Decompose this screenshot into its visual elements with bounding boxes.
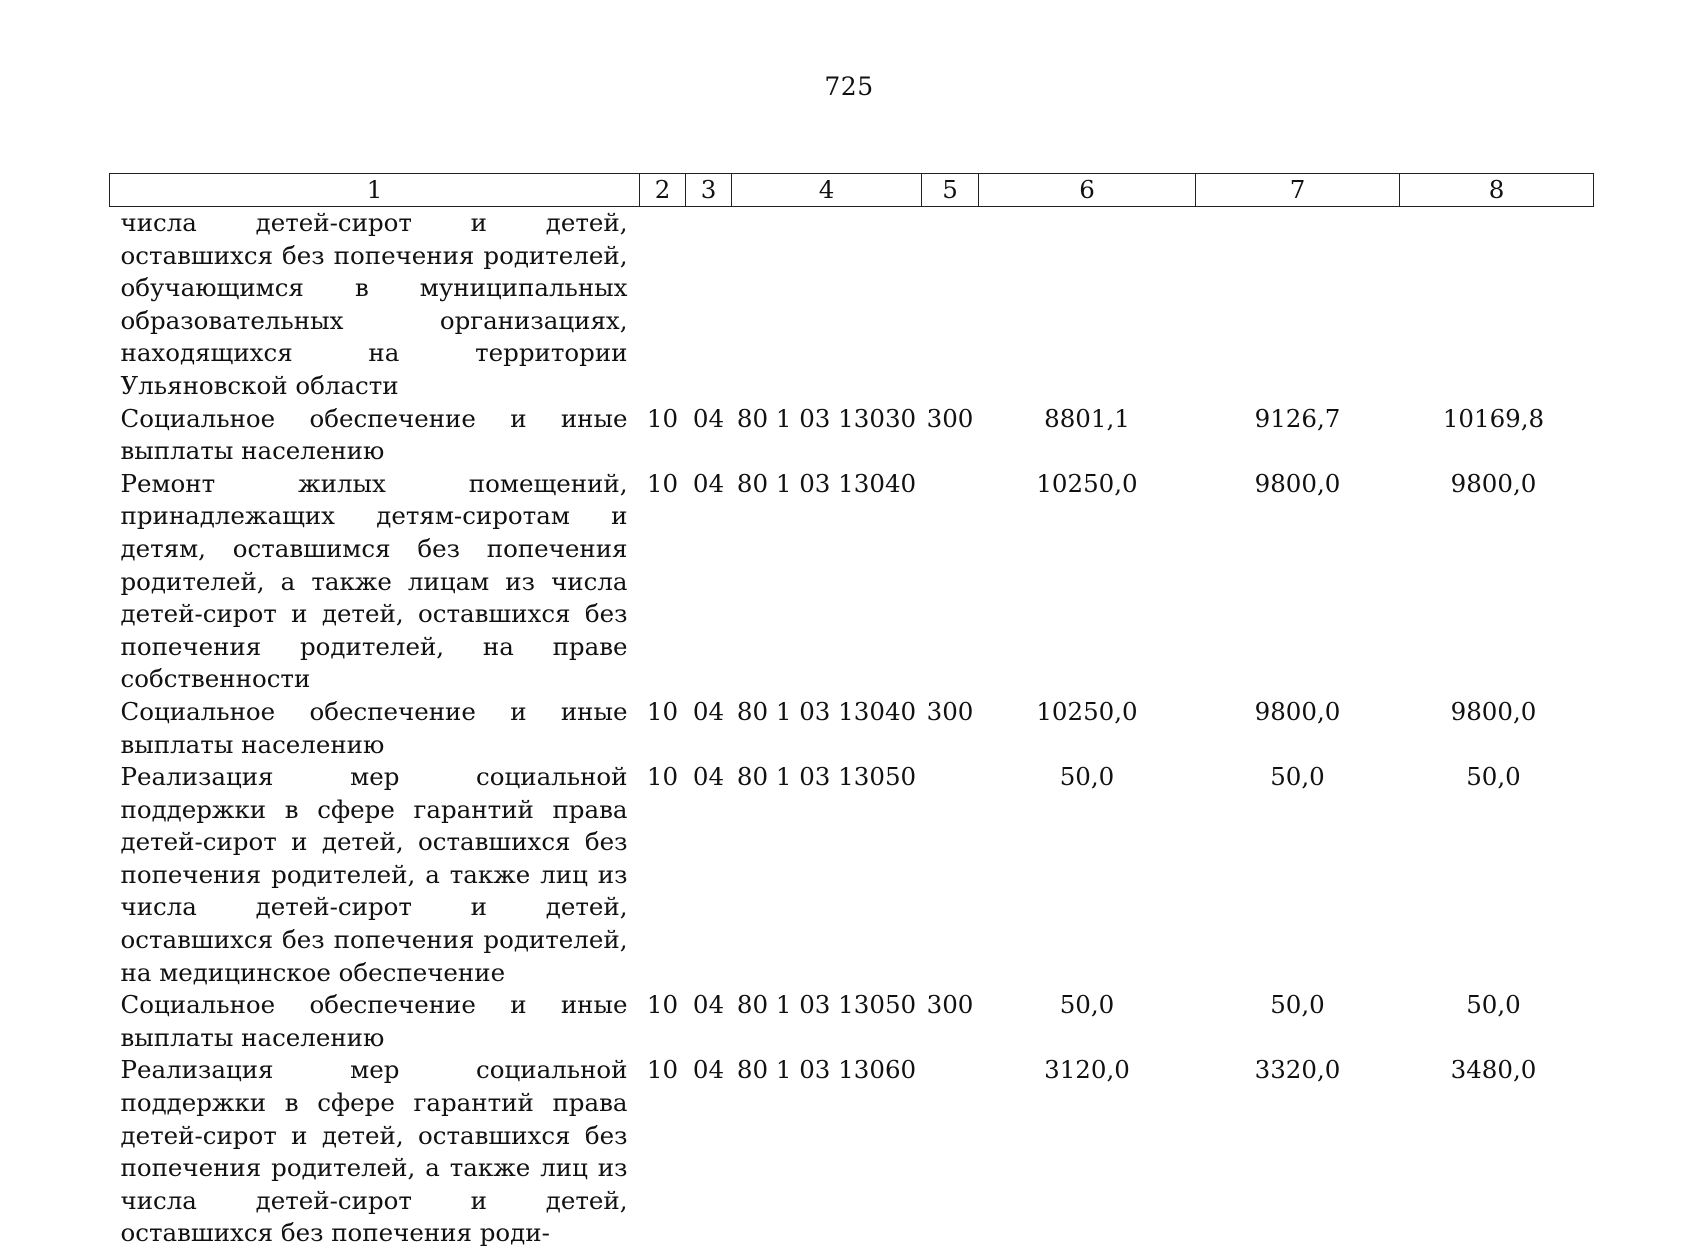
amount-column-8 (1400, 207, 1594, 403)
amount-column-6: 50,0 (979, 989, 1196, 1054)
row-description: числа детей-сирот и детей, оставшихся без попечения родителей, обучающимся в муниципальных образовательных организациях, находящихся на территории Ульяновской области (110, 207, 640, 403)
section-code: 10 (640, 468, 686, 696)
row-description: Реализация мер социальной поддержки в сфере гарантий права детей-сирот и детей, оставшихся без попечения родителей, а также лиц из числа детей-сирот и детей, оставшихся без попечения родителей, на медицинское обеспечение (110, 761, 640, 989)
amount-column-8: 9800,0 (1400, 696, 1594, 761)
subsection-code: 04 (686, 761, 732, 989)
amount-column-6: 10250,0 (979, 468, 1196, 696)
row-description: Социальное обеспечение и иные выплаты населению (110, 696, 640, 761)
table-row (110, 403, 1594, 468)
expense-type-code (922, 761, 979, 989)
table-row (110, 989, 1594, 1054)
amount-column-7: 9800,0 (1196, 696, 1400, 761)
section-code: 10 (640, 989, 686, 1054)
expense-type-code (922, 1054, 979, 1250)
table-row (110, 696, 1594, 761)
target-article-code: 80 1 03 13050 (732, 761, 922, 989)
target-article-code: 80 1 03 13060 (732, 1054, 922, 1250)
expense-type-code: 300 (922, 696, 979, 761)
table-body (110, 207, 1594, 1250)
row-description: Ремонт жилых помещений, принадлежащих детям-сиротам и детям, оставшимся без попечения родителей, а также лицам из числа детей-сирот и детей, оставшихся без попечения родителей, на праве собственности (110, 468, 640, 696)
table-row (110, 761, 1594, 989)
section-code: 10 (640, 403, 686, 468)
column-header: 8 (1400, 174, 1594, 207)
column-header: 2 (640, 174, 686, 207)
table-row (110, 468, 1594, 696)
expense-type-code (922, 207, 979, 403)
budget-table (109, 173, 1594, 1250)
amount-column-6 (979, 207, 1196, 403)
amount-column-6: 3120,0 (979, 1054, 1196, 1250)
amount-column-7 (1196, 207, 1400, 403)
amount-column-8: 10169,8 (1400, 403, 1594, 468)
table-header-row (110, 174, 1594, 207)
amount-column-7: 9800,0 (1196, 468, 1400, 696)
section-code: 10 (640, 696, 686, 761)
amount-column-7: 50,0 (1196, 761, 1400, 989)
amount-column-7: 9126,7 (1196, 403, 1400, 468)
column-header: 6 (979, 174, 1196, 207)
subsection-code: 04 (686, 1054, 732, 1250)
subsection-code: 04 (686, 989, 732, 1054)
target-article-code: 80 1 03 13040 (732, 696, 922, 761)
amount-column-7: 50,0 (1196, 989, 1400, 1054)
row-description: Реализация мер социальной поддержки в сфере гарантий права детей-сирот и детей, оставшихся без попечения родителей, а также лиц из числа детей-сирот и детей, оставшихся без попечения роди- (110, 1054, 640, 1250)
target-article-code: 80 1 03 13040 (732, 468, 922, 696)
page-number: 725 (0, 72, 1698, 101)
subsection-code (686, 207, 732, 403)
table-row (110, 1054, 1594, 1250)
expense-type-code: 300 (922, 989, 979, 1054)
amount-column-6: 50,0 (979, 761, 1196, 989)
expense-type-code (922, 468, 979, 696)
amount-column-6: 10250,0 (979, 696, 1196, 761)
row-description: Социальное обеспечение и иные выплаты населению (110, 403, 640, 468)
column-header: 7 (1196, 174, 1400, 207)
amount-column-8: 50,0 (1400, 761, 1594, 989)
target-article-code (732, 207, 922, 403)
column-header: 1 (110, 174, 640, 207)
amount-column-8: 3480,0 (1400, 1054, 1594, 1250)
subsection-code: 04 (686, 696, 732, 761)
column-header: 4 (732, 174, 922, 207)
column-header: 5 (922, 174, 979, 207)
expense-type-code: 300 (922, 403, 979, 468)
subsection-code: 04 (686, 403, 732, 468)
amount-column-7: 3320,0 (1196, 1054, 1400, 1250)
table-row (110, 207, 1594, 403)
section-code (640, 207, 686, 403)
section-code: 10 (640, 1054, 686, 1250)
subsection-code: 04 (686, 468, 732, 696)
section-code: 10 (640, 761, 686, 989)
amount-column-6: 8801,1 (979, 403, 1196, 468)
row-description: Социальное обеспечение и иные выплаты населению (110, 989, 640, 1054)
amount-column-8: 50,0 (1400, 989, 1594, 1054)
column-header: 3 (686, 174, 732, 207)
target-article-code: 80 1 03 13030 (732, 403, 922, 468)
target-article-code: 80 1 03 13050 (732, 989, 922, 1054)
amount-column-8: 9800,0 (1400, 468, 1594, 696)
